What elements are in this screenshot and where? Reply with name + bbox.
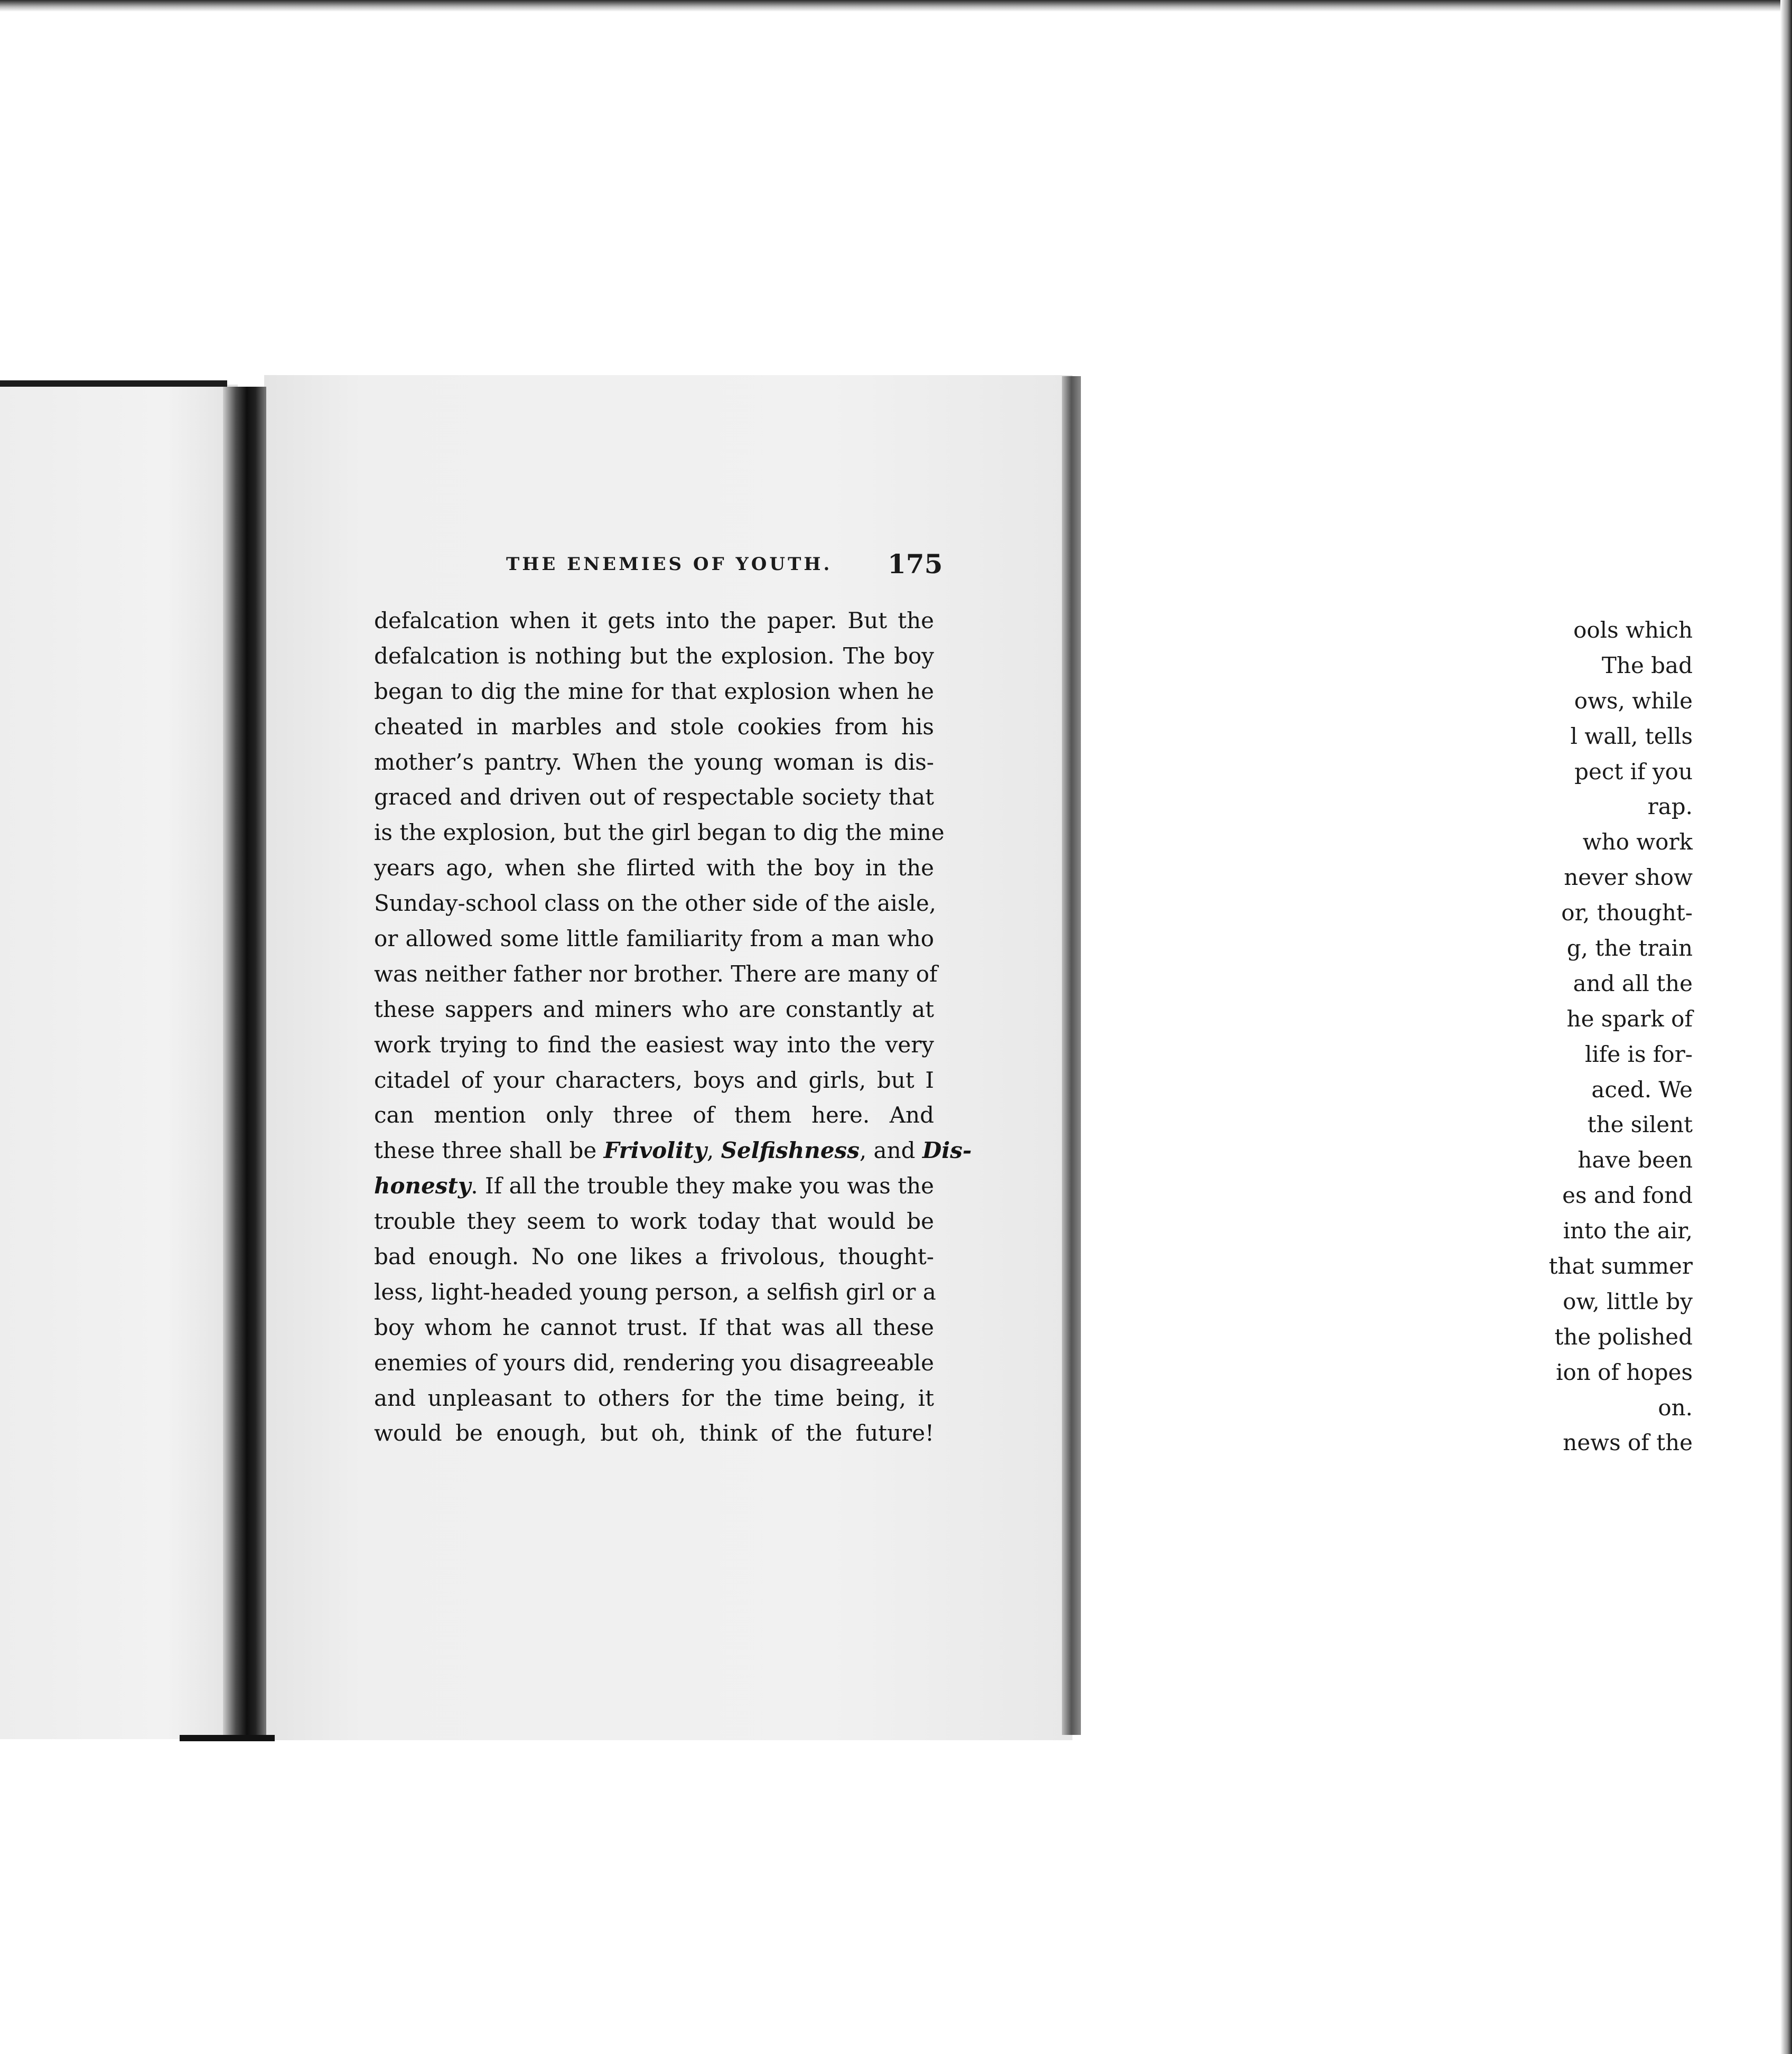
left-line: into the air,: [1563, 1218, 1693, 1244]
left-line: the silent: [1587, 1112, 1693, 1138]
left-line: rap.: [1647, 793, 1693, 820]
text-line: citadel of your characters, boys and girls, but I: [374, 1067, 934, 1093]
text-run: ,: [706, 1137, 721, 1164]
left-page-text: [1502, 613, 1693, 1461]
text-line: can mention only three of them here. And: [374, 1102, 934, 1128]
left-line: he spark of: [1566, 1005, 1693, 1032]
text-line: began to dig the mine for that explosion when he: [374, 678, 934, 704]
scan-right-edge: [1780, 0, 1792, 2054]
left-line: have been: [1578, 1147, 1693, 1173]
left-page-top-edge: [0, 380, 227, 387]
text-line: enemies of yours did, rendering you disagreeable: [374, 1349, 934, 1376]
text-line: defalcation is nothing but the explosion. The boy: [374, 642, 934, 669]
text-line: would be enough, but oh, think of the future!: [374, 1420, 934, 1446]
page-number: 175: [888, 548, 943, 580]
binding-edge: [180, 1735, 275, 1741]
text-line: or allowed some little familiarity from a man who: [374, 926, 934, 952]
text-line: mother’s pantry. When the young woman is dis-: [374, 749, 934, 775]
left-line: the polished: [1554, 1323, 1693, 1350]
page-stack-edge: [1062, 376, 1081, 1735]
text-line: less, light-headed young person, a selfish girl or a: [374, 1278, 936, 1305]
text-line: work trying to find the easiest way into the very: [374, 1031, 934, 1058]
left-line: g, the train: [1566, 935, 1693, 961]
body-text: [374, 603, 972, 1451]
left-line: The bad: [1601, 652, 1693, 678]
text-line: and unpleasant to others for the time being, it: [374, 1385, 934, 1411]
left-line: that summer: [1548, 1253, 1693, 1280]
left-line: l wall, tells: [1570, 723, 1693, 749]
running-head: [506, 548, 943, 580]
emphasis-frivolity: Frivolity: [603, 1137, 707, 1164]
text-run: , and: [859, 1137, 922, 1164]
left-line: or, thought-: [1561, 900, 1693, 926]
left-line: never show: [1564, 864, 1693, 891]
text-line: graced and driven out of respectable society that: [374, 784, 934, 810]
text-line: these sappers and miners who are constantly at: [374, 996, 934, 1022]
text-line: boy whom he cannot trust. If that was all these: [374, 1314, 934, 1340]
left-line: aced. We: [1591, 1076, 1693, 1103]
left-line: ion of hopes: [1556, 1359, 1693, 1385]
emphasis-selfishness: Selfishness: [721, 1137, 860, 1164]
scan-top-edge: [0, 0, 1792, 12]
book-spine: [223, 387, 266, 1741]
left-line: news of the: [1563, 1430, 1693, 1456]
text-line: defalcation when it gets into the paper. But the: [374, 608, 934, 633]
left-line: ools which: [1573, 617, 1693, 643]
text-line: years ago, when she flirted with the boy in the: [374, 855, 934, 881]
text-run: . If all the trouble they make you was the: [471, 1173, 934, 1199]
text-line: was neither father nor brother. There are many of: [374, 960, 938, 987]
emphasis-dishonesty: Dis-: [922, 1137, 972, 1164]
left-line: es and fond: [1562, 1182, 1693, 1209]
text-line-with-emphasis: [374, 1169, 934, 1204]
left-line: and all the: [1573, 970, 1693, 996]
left-line: ows, while: [1574, 687, 1693, 714]
text-line-with-emphasis: [374, 1133, 972, 1169]
text-line: trouble they seem to work today that would be: [374, 1208, 934, 1235]
left-line: ow, little by: [1563, 1288, 1693, 1314]
left-page: [0, 385, 238, 1739]
text-run: these three shall be: [374, 1137, 604, 1164]
text-line: is the explosion, but the girl began to dig the mine: [374, 819, 945, 846]
text-line: bad enough. No one likes a frivolous, thought-: [374, 1244, 934, 1270]
text-line: Sunday-school class on the other side of the aisle,: [374, 890, 937, 917]
left-line: life is for-: [1584, 1041, 1693, 1067]
running-title: THE ENEMIES OF YOUTH.: [506, 554, 833, 575]
left-line: who work: [1582, 829, 1693, 855]
left-line: pect if you: [1574, 758, 1693, 785]
text-line: cheated in marbles and stole cookies from his: [374, 713, 934, 740]
emphasis-dishonesty-cont: honesty: [374, 1173, 471, 1199]
left-line: on.: [1658, 1394, 1693, 1421]
